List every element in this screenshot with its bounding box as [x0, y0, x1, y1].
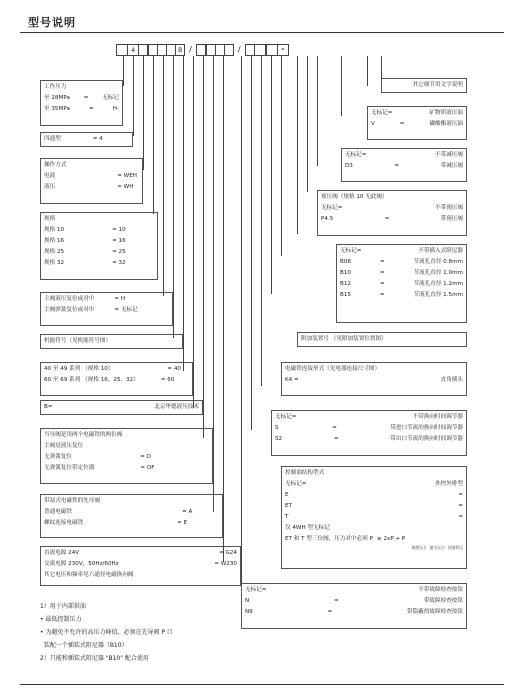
pilot-valve-p45-key: P4.5	[321, 216, 334, 222]
brand-key: B=	[44, 404, 53, 410]
code-cell-14	[254, 44, 266, 56]
control-sub-pilot: 预控压力	[411, 545, 427, 550]
control-none-key: 无标记=	[285, 481, 307, 487]
extra-device-text: 附加装置号 （见附加装置位置图）	[301, 336, 387, 342]
pilot-valve-p45-eq: =	[384, 216, 390, 222]
working-pressure-box	[40, 80, 123, 126]
size-32-key: 规格 32	[44, 260, 65, 266]
footnote-1-min-pressure: • 最低控制压力	[40, 616, 82, 623]
reduce-d3-value: 带减压阀	[440, 163, 463, 169]
centering-o-key: 无弹簧复位	[44, 454, 72, 460]
code-cell-7: /	[189, 45, 192, 54]
orifice-b08-key: B08	[340, 259, 351, 265]
throttle-s-value: 带进口节流的换向时间调节器	[390, 425, 463, 431]
operation-electro-key: 电液	[44, 173, 56, 179]
voltage-dc-key: 直流电源 24V	[44, 550, 80, 556]
title-rule	[20, 32, 504, 33]
solenoid-heading: 带湿式电磁铁的先导阀	[44, 498, 100, 504]
centering-of-key: 无弹簧复位带定位器	[44, 465, 95, 471]
voltage-ac-key: 交流电源 230V，50Hz/60Hz	[44, 561, 119, 567]
pilot-pressure-valve-box	[317, 190, 467, 236]
operation-hydraulic-key: 液压	[44, 184, 56, 190]
connector-type-box	[281, 362, 467, 396]
footnote-1: 1）用于内部供油	[40, 603, 86, 610]
series-40-value: = 40	[167, 366, 181, 372]
code-cell-0	[116, 44, 128, 56]
pressure-heading: 工作压力	[44, 84, 67, 90]
model-code-strip	[116, 44, 288, 56]
size-25-key: 规格 25	[44, 249, 65, 255]
function-symbol-text: 机能符号（见机能符号图）	[44, 338, 112, 344]
solenoid-e-value: = E	[177, 520, 188, 526]
fluid-medium-box	[367, 106, 467, 140]
brand-box	[40, 400, 203, 415]
centering-o-value: = O	[139, 454, 151, 460]
throttle-s-eq: =	[332, 425, 337, 431]
pilot-valve-none-value: 不带预压阀	[435, 205, 463, 211]
connector-heading: 电磁铁连接形式（见电器连接尺寸图）	[285, 366, 381, 372]
indicator-n-eq: =	[334, 598, 339, 604]
centering-of-value: = OF	[140, 465, 155, 471]
reduce-d3-key: D3	[345, 163, 353, 169]
control-et-key: ET	[285, 503, 292, 509]
connector-k4-value: 直角插头	[440, 377, 463, 383]
orifice-b10-eq: =	[379, 270, 385, 276]
orifice-b15-eq: =	[379, 292, 385, 298]
extra-device-box	[297, 332, 467, 347]
reduce-none-key: 无标记=	[345, 152, 367, 158]
series-60-key: 60 至 69 系列 （规格 16、25、32）	[44, 377, 139, 383]
operation-hydraulic-value: = WH	[117, 184, 134, 190]
size-heading: 规格	[44, 216, 56, 222]
four-way-code: = 4	[92, 136, 103, 142]
footnote-2: 2）只能和插装式阻尼器 "B10" 配合使用	[40, 655, 149, 662]
control-sub-max: 最大压力	[429, 545, 445, 550]
solenoid-a-key: 普通电磁铁	[44, 509, 72, 515]
pressure-28-eq: =	[83, 95, 89, 101]
voltage-other: 其它电压和频率见六通径电磁换向阀	[44, 572, 134, 578]
orifice-box	[336, 244, 467, 323]
pressure-35-value: H-	[112, 106, 119, 112]
voltage-box	[40, 546, 241, 586]
solenoid-a-value: = A	[181, 509, 193, 515]
throttle-s2-eq: =	[333, 436, 339, 442]
switching-time-box	[271, 410, 467, 456]
pressure-35-eq: =	[88, 106, 94, 112]
code-cell-6: B	[175, 44, 185, 56]
four-way-label: 四通型	[44, 136, 61, 142]
size-box	[40, 212, 158, 280]
misc-description-box	[381, 78, 467, 93]
reducing-valve-box	[341, 148, 467, 182]
series-40-key: 40 至 49 系列 （规格 10）	[44, 366, 114, 372]
orifice-b12-eq: =	[379, 281, 385, 287]
footnotes	[40, 600, 173, 665]
solenoid-type-box	[40, 494, 223, 538]
orifice-none-value: 不带插入式阻尼器	[418, 248, 463, 254]
fluid-v-key: V	[371, 121, 375, 127]
spring-hydraulic-value: = H	[114, 296, 126, 302]
fluid-v-value: 磷酸酯液压油	[429, 121, 463, 127]
indicator-n9-key: N9	[245, 609, 253, 615]
centering-hydraulic-return: 主阀是液压复位	[44, 443, 84, 449]
function-symbol-box	[40, 334, 183, 349]
solenoid-e-key: 螺纹连接电磁铁	[44, 520, 84, 526]
indicator-n9-value: 带隐蔽的故障检查按钮	[407, 609, 463, 615]
size-10-value: = 10	[112, 227, 126, 233]
spring-spring-key: 主阀弹簧复位或对中	[44, 307, 95, 313]
operation-mode-box	[40, 158, 143, 204]
control-heading: 控制油结构型式	[285, 470, 325, 476]
misc-description-text: 其它细节用文字说明	[412, 82, 463, 88]
orifice-b10-value: 节流孔直径 1.0mm	[413, 270, 463, 276]
throttle-s-key: S	[275, 425, 279, 431]
fault-indicator-box	[241, 583, 467, 629]
orifice-b10-key: B10	[340, 270, 351, 276]
pilot-centering-box	[40, 428, 213, 484]
pilot-valve-none-key: 无标记=	[321, 205, 343, 211]
indicator-n-key: N	[245, 598, 250, 604]
orifice-none-key: 无标记=	[340, 248, 362, 254]
voltage-ac-value: = W230	[214, 561, 237, 567]
fluid-none-key: 无标记=	[371, 110, 393, 116]
pressure-28-key: 至 28MPa	[44, 95, 70, 101]
pilot-valve-p45-value: 带预压阀	[440, 216, 463, 222]
page-title: 型号说明	[28, 16, 76, 29]
orifice-b08-value: 节流孔直径 0.8mm	[413, 259, 463, 265]
four-way-box	[40, 132, 133, 147]
control-et-value: =	[458, 503, 463, 509]
throttle-s2-value: 带出口节流的换向时间调节器	[390, 436, 463, 442]
size-16-value: = 16	[112, 238, 126, 244]
control-t-key: T	[285, 514, 289, 520]
pressure-35-key: 至 35MPa	[44, 106, 70, 112]
control-sub-back: 回油背压	[447, 545, 463, 550]
throttle-s2-key: S2	[275, 436, 283, 442]
orifice-b15-key: B15	[340, 292, 351, 298]
operation-heading: 操作方式	[44, 162, 67, 168]
spring-spring-value: = 无标记	[114, 307, 138, 313]
connector-k4-key: K4 =	[285, 377, 299, 383]
control-formula: ≥ 2xP + P	[376, 536, 406, 542]
series-60-value: = 60	[160, 377, 175, 383]
size-25-value: = 25	[112, 249, 126, 255]
indicator-none-value: 不带故障检查按钮	[418, 587, 463, 593]
footnote-1-orifice: • 为避免不允许的高压力峰值，必须在先导阀 P 口	[40, 629, 173, 636]
code-cell-15	[266, 44, 278, 56]
code-cell-12: /	[237, 45, 241, 54]
code-cell-16: *	[277, 44, 289, 56]
orifice-b12-key: B12	[340, 281, 351, 287]
control-none-value: 外控外排型	[435, 481, 463, 487]
code-cell-1: 4	[127, 44, 139, 56]
indicator-n-value: 带故障检查按钮	[423, 598, 463, 604]
orifice-b12-value: 节流孔直径 1.2mm	[413, 281, 463, 287]
spring-hydraulic-key: 主阀液压复位或对中	[44, 296, 95, 302]
spring-return-box	[40, 292, 173, 326]
pilot-valve-heading: 预压阀（规格 10 无此阀）	[321, 194, 388, 200]
control-note-4wh: 仅 4WH 型无标记	[285, 525, 330, 531]
indicator-n9-eq: =	[327, 609, 333, 615]
orifice-b15-value: 节流孔直径 1.5mm	[413, 292, 463, 298]
voltage-dc-value: = G24	[219, 550, 237, 556]
footnote-1-orifice-b10: 装配一个插装式阻尼器（B10）	[40, 642, 128, 649]
throttle-none-value: 不带换向时间调节器	[412, 414, 463, 420]
control-e-value: =	[458, 492, 463, 498]
centering-two-solenoid: 当导阀是用两个电磁铁的两位阀	[44, 432, 123, 438]
pressure-28-value: 无标记	[102, 95, 119, 101]
size-16-key: 规格 16	[44, 238, 65, 244]
brand-value: 北京华德液压技术	[154, 404, 199, 410]
fluid-v-eq: =	[399, 121, 405, 127]
control-note-pressure: ET 和 T 型三位阀，压力对中必须 P	[285, 536, 373, 542]
size-10-key: 规格 10	[44, 227, 65, 233]
control-e-key: E	[285, 492, 289, 498]
control-oil-box	[281, 466, 467, 569]
fluid-none-value: 矿物质液压油	[429, 110, 463, 116]
orifice-b08-eq: =	[379, 259, 385, 265]
indicator-none-key: 无标记=	[245, 587, 267, 593]
operation-electro-value: = WEH	[117, 173, 137, 179]
series-box	[40, 362, 193, 396]
control-t-value: =	[458, 514, 463, 520]
reduce-d3-eq: =	[394, 163, 400, 169]
bottom-rule	[20, 684, 504, 685]
throttle-none-key: 无标记=	[275, 414, 297, 420]
size-32-value: = 32	[112, 260, 126, 266]
reduce-none-value: 不带减压阀	[435, 152, 463, 158]
